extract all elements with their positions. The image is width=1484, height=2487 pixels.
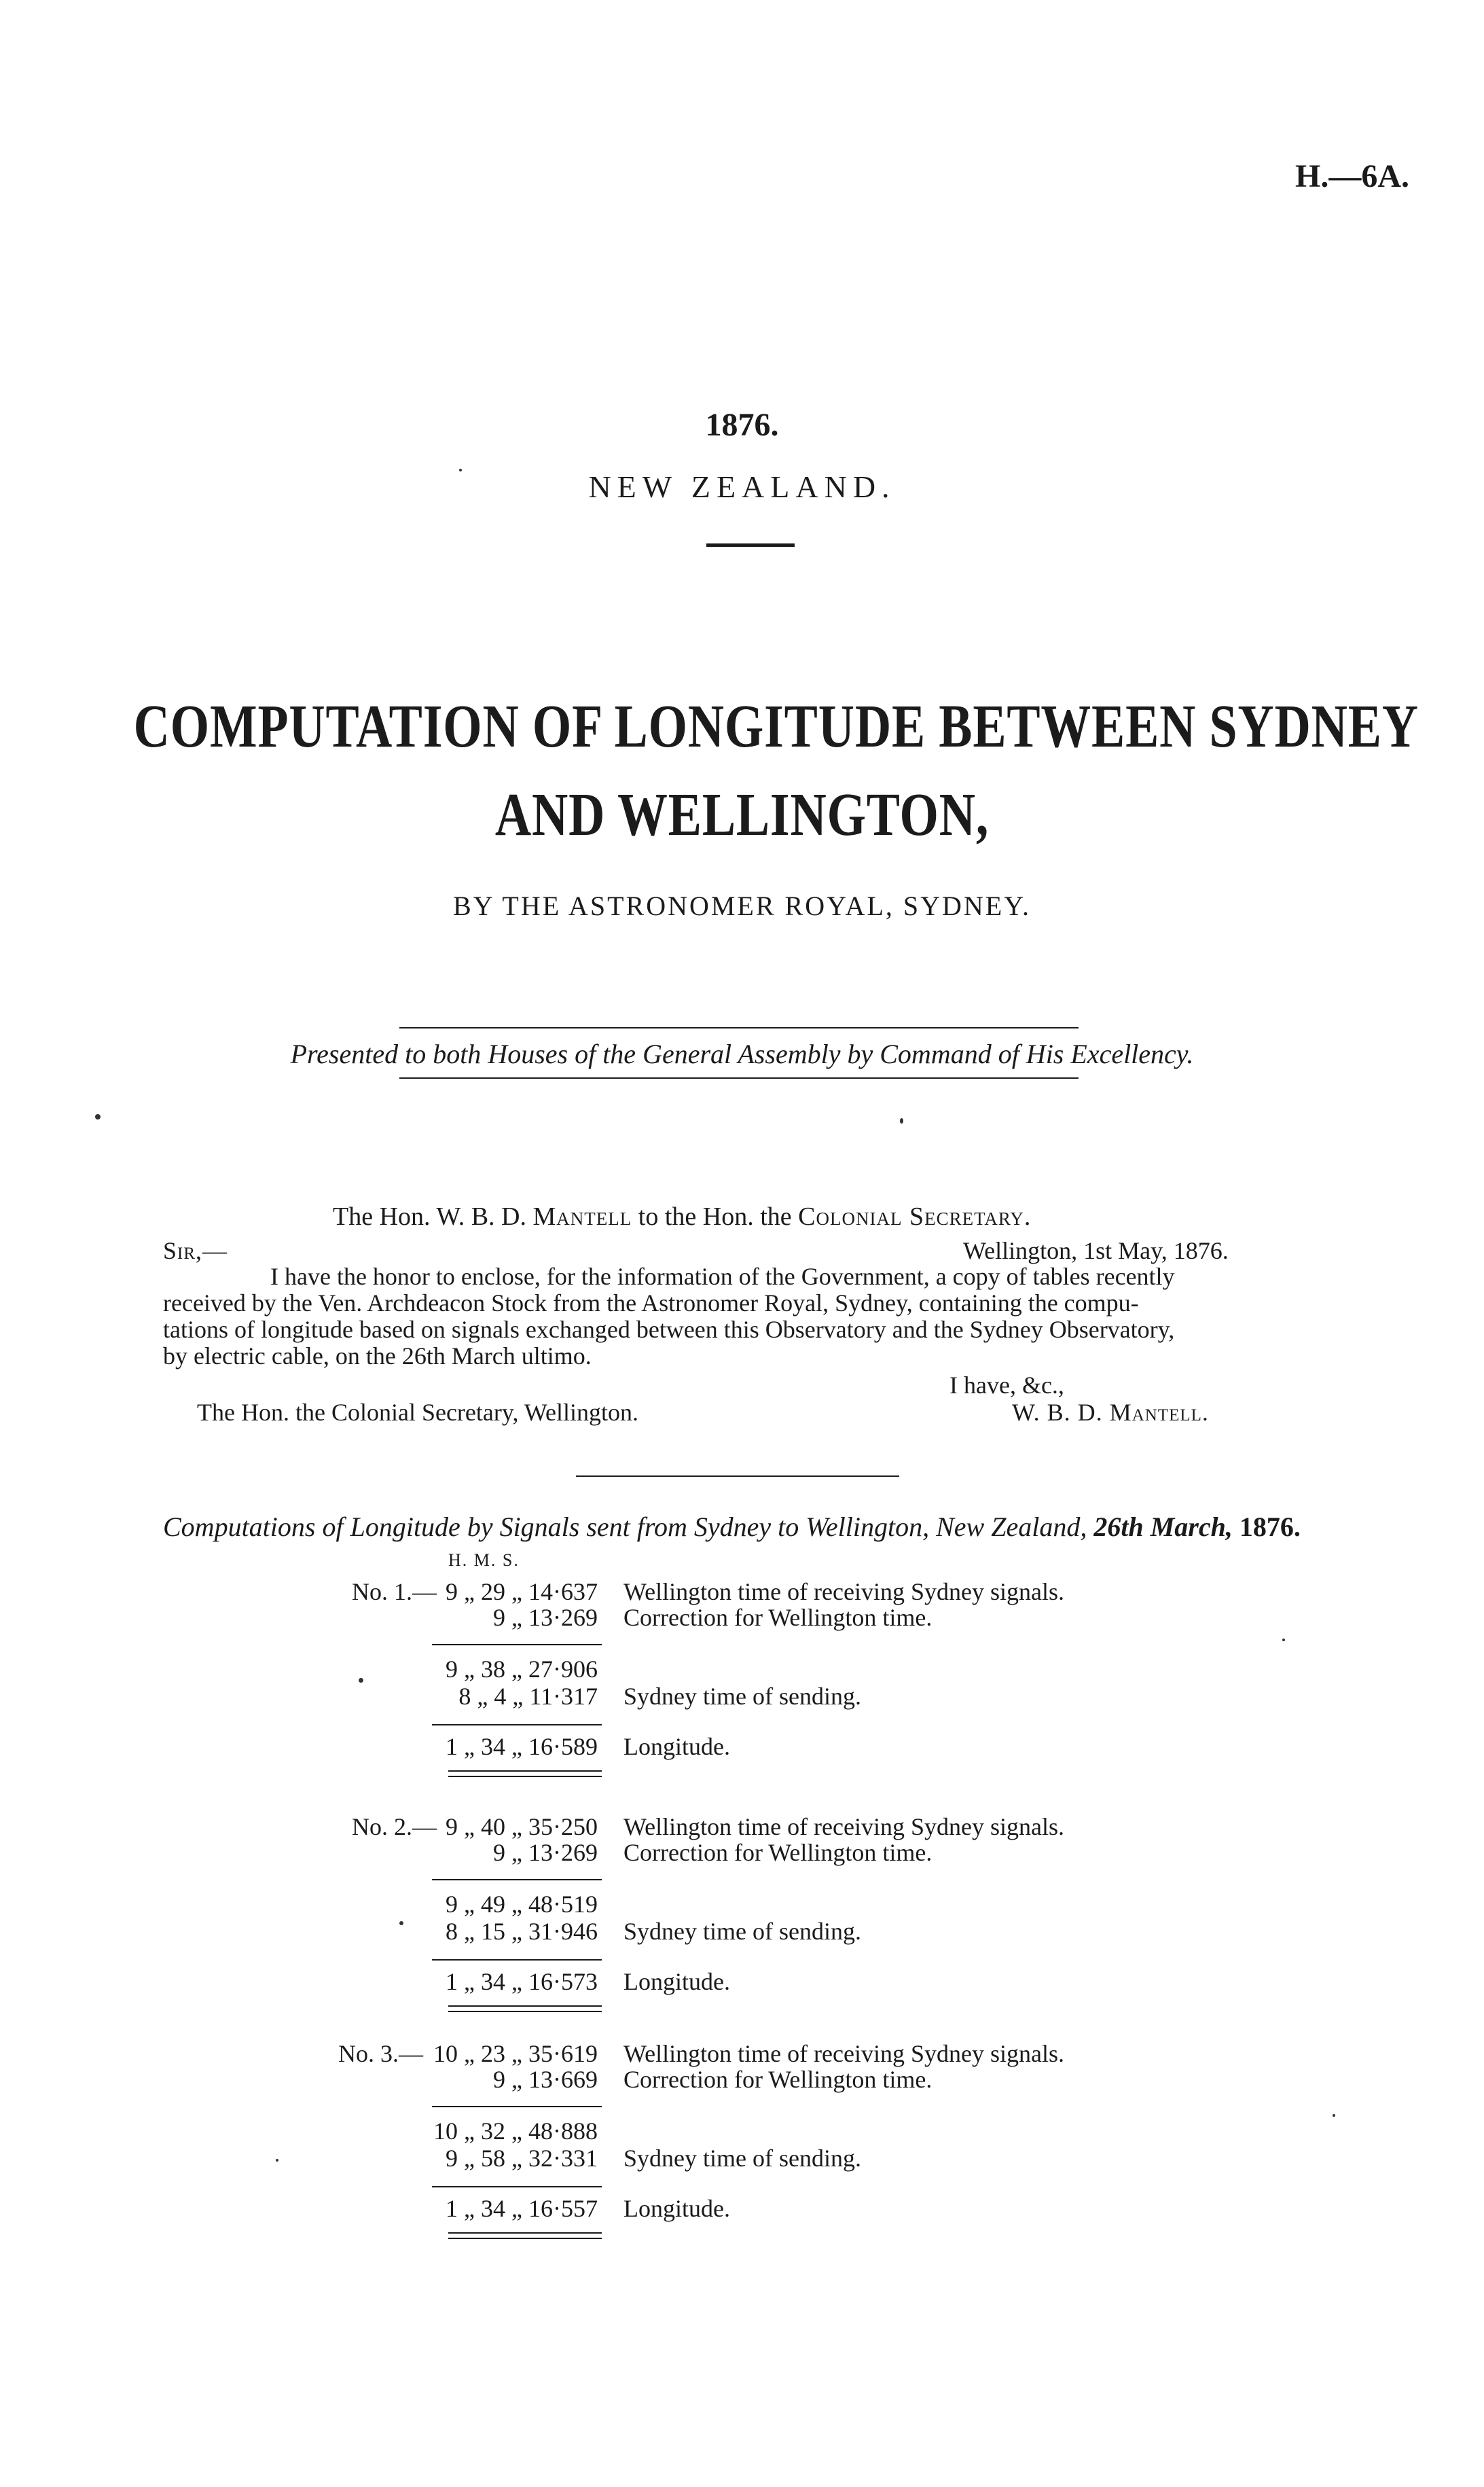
block1-receive-value: 9 „ 29 „ 14·637 xyxy=(446,1578,598,1605)
closing: I have, &c., xyxy=(949,1372,1064,1399)
block3-correction-desc: Correction for Wellington time. xyxy=(623,2066,933,2093)
block3-receive-desc: Wellington time of receiving Sydney signals. xyxy=(623,2040,1064,2067)
block1-longitude-desc: Longitude. xyxy=(623,1733,730,1760)
letter-body-line-2: received by the Ven. Archdeacon Stock from the Astronomer Royal, Sydney, containing the compu- xyxy=(163,1289,1139,1317)
block1-double-rule-b xyxy=(448,1776,602,1777)
scan-speck xyxy=(1282,1639,1285,1641)
letter-heading xyxy=(333,1204,1031,1230)
block3-longitude-desc: Longitude. xyxy=(623,2195,730,2222)
block3-double-rule-a xyxy=(448,2232,602,2234)
block1-sydney-value: 8 „ 4 „ 11·317 xyxy=(458,1683,598,1710)
block2-receive-desc: Wellington time of receiving Sydney signals. xyxy=(623,1813,1064,1840)
scan-speck xyxy=(359,1678,363,1683)
letter-divider xyxy=(576,1475,899,1477)
letter-heading-mid: to the Hon. the xyxy=(638,1202,792,1231)
computations-heading xyxy=(163,1511,1301,1543)
presented-rule-top xyxy=(399,1027,1079,1028)
block3-result-rule xyxy=(432,2186,602,2187)
letter-heading-pre: The Hon. W. B. D. xyxy=(333,1202,526,1231)
scan-speck xyxy=(459,469,462,471)
block1-sum-rule xyxy=(432,1644,602,1645)
country: NEW ZEALAND. xyxy=(588,469,896,504)
block1-result-rule xyxy=(432,1724,602,1725)
block3-sydney-value: 9 „ 58 „ 32·331 xyxy=(446,2145,598,2172)
block2-correction-value: 9 „ 13·269 xyxy=(493,1839,598,1866)
presented-line: Presented to both Houses of the General Assembly by Command of His Excellency. xyxy=(290,1039,1194,1069)
scan-speck xyxy=(95,1114,101,1120)
letter-body-line-4: by electric cable, on the 26th March ultimo. xyxy=(163,1342,592,1370)
units-header: H. M. S. xyxy=(448,1550,520,1570)
block3-double-rule-b xyxy=(448,2238,602,2239)
block2-sydney-desc: Sydney time of sending. xyxy=(623,1918,861,1945)
salutation: Sir,— xyxy=(163,1237,228,1264)
block1-sum-value: 9 „ 38 „ 27·906 xyxy=(446,1656,598,1683)
place-date: Wellington, 1st May, 1876. xyxy=(963,1237,1229,1264)
presented-rule-bottom xyxy=(399,1077,1079,1079)
scan-speck xyxy=(276,2159,278,2162)
signature: W. B. D. Mantell. xyxy=(1012,1399,1209,1426)
block3-sum-value: 10 „ 32 „ 48·888 xyxy=(433,2117,598,2145)
letter-heading-to: Colonial Secretary. xyxy=(798,1202,1032,1231)
block1-correction-desc: Correction for Wellington time. xyxy=(623,1604,933,1631)
document-title-line-1: COMPUTATION OF LONGITUDE BETWEEN SYDNEY xyxy=(133,693,1419,760)
block2-sydney-value: 8 „ 15 „ 31·946 xyxy=(446,1918,598,1945)
computation-label-1: No. 1.— xyxy=(352,1578,437,1605)
letter-body-line-3: tations of longitude based on signals exchanged between this Observatory and the Sydney Observatory, xyxy=(163,1316,1175,1343)
block2-double-rule-b xyxy=(448,2011,602,2012)
computations-heading-date: 26th March, xyxy=(1093,1511,1233,1542)
computation-label-2: No. 2.— xyxy=(352,1813,437,1840)
letter-heading-from: Mantell xyxy=(532,1202,632,1231)
computations-heading-text: Computations of Longitude by Signals sent from Sydney to Wellington, New Zealand, xyxy=(163,1511,1087,1542)
block1-longitude-value: 1 „ 34 „ 16·589 xyxy=(446,1733,598,1760)
document-title-line-2: AND WELLINGTON, xyxy=(494,781,990,848)
block1-receive-desc: Wellington time of receiving Sydney signals. xyxy=(623,1578,1064,1605)
scan-speck xyxy=(399,1921,403,1925)
block1-sydney-desc: Sydney time of sending. xyxy=(623,1683,861,1710)
block1-correction-value: 9 „ 13·269 xyxy=(493,1604,598,1631)
scan-speck xyxy=(1333,2114,1335,2117)
computations-heading-year: 1876. xyxy=(1239,1511,1301,1542)
block2-longitude-desc: Longitude. xyxy=(623,1968,730,1995)
scan-speck xyxy=(900,1118,903,1124)
block3-receive-value: 10 „ 23 „ 35·619 xyxy=(433,2040,598,2067)
letter-body-line-1: I have the honor to enclose, for the information of the Government, a copy of tables recently xyxy=(270,1263,1175,1290)
paper-reference: H.—6A. xyxy=(1295,158,1409,194)
block2-correction-desc: Correction for Wellington time. xyxy=(623,1839,933,1866)
block2-sum-value: 9 „ 49 „ 48·519 xyxy=(446,1891,598,1918)
block2-double-rule-a xyxy=(448,2005,602,2007)
computation-label-3: No. 3.— xyxy=(338,2040,423,2067)
block2-result-rule xyxy=(432,1959,602,1961)
block3-longitude-value: 1 „ 34 „ 16·557 xyxy=(446,2195,598,2222)
year: 1876. xyxy=(705,407,779,443)
block3-sydney-desc: Sydney time of sending. xyxy=(623,2145,861,2172)
addressee: The Hon. the Colonial Secretary, Wellington. xyxy=(197,1399,638,1426)
byline: BY THE ASTRONOMER ROYAL, SYDNEY. xyxy=(453,891,1031,921)
block2-longitude-value: 1 „ 34 „ 16·573 xyxy=(446,1968,598,1995)
block1-double-rule-a xyxy=(448,1770,602,1772)
header-divider xyxy=(706,543,795,547)
block3-correction-value: 9 „ 13·669 xyxy=(493,2066,598,2093)
block2-receive-value: 9 „ 40 „ 35·250 xyxy=(446,1813,598,1840)
block2-sum-rule xyxy=(432,1879,602,1880)
block3-sum-rule xyxy=(432,2106,602,2107)
